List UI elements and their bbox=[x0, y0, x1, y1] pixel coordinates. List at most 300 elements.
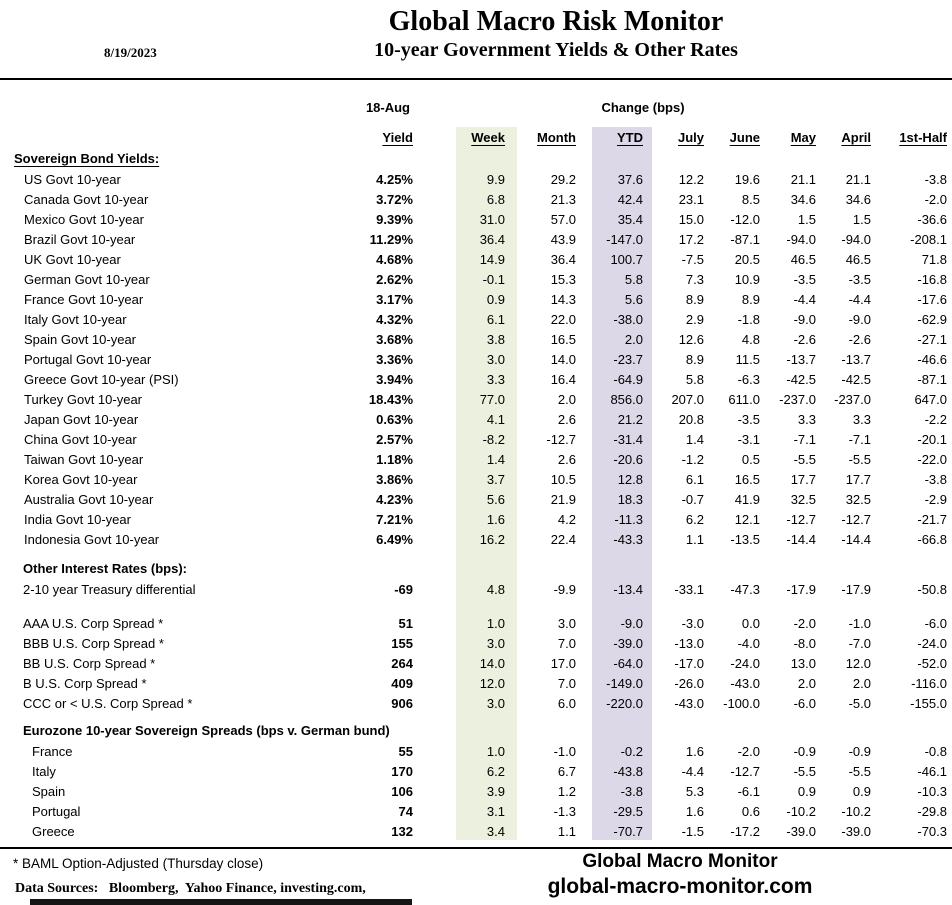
yield-cell: 4.32% bbox=[376, 312, 413, 327]
change-cell: 3.3 bbox=[797, 412, 816, 427]
change-cell: 14.0 bbox=[550, 352, 576, 367]
yield-cell: 170 bbox=[391, 764, 413, 779]
change-cell: 71.8 bbox=[921, 252, 947, 267]
change-cell: -33.1 bbox=[674, 582, 704, 597]
change-cell: 16.2 bbox=[479, 532, 505, 547]
change-cell: -12.0 bbox=[730, 212, 760, 227]
column-header-ytd: YTD bbox=[617, 130, 643, 145]
change-cell: -7.5 bbox=[681, 252, 704, 267]
corner-cell bbox=[0, 128, 345, 148]
change-cell: -29.5 bbox=[613, 804, 643, 819]
change-cell: -9.0 bbox=[620, 616, 643, 631]
change-cell: 12.6 bbox=[678, 332, 704, 347]
change-cell: 6.8 bbox=[486, 192, 505, 207]
change-cell: 4.1 bbox=[486, 412, 505, 427]
change-cell: 7.0 bbox=[557, 636, 576, 651]
change-cell: -9.0 bbox=[848, 312, 871, 327]
change-cell: 37.6 bbox=[617, 172, 643, 187]
change-cell: 3.0 bbox=[486, 696, 505, 711]
change-cell: 3.3 bbox=[486, 372, 505, 387]
table-row bbox=[0, 654, 949, 674]
column-header-july: July bbox=[677, 130, 704, 145]
change-cell: 3.0 bbox=[486, 636, 505, 651]
yield-cell: 3.72% bbox=[376, 192, 413, 207]
table-row bbox=[0, 634, 949, 654]
change-cell: 16.4 bbox=[550, 372, 576, 387]
change-cell: -12.7 bbox=[841, 512, 871, 527]
change-cell: -8.2 bbox=[482, 432, 505, 447]
change-cell: 1.0 bbox=[486, 616, 505, 631]
change-cell: 29.2 bbox=[550, 172, 576, 187]
yield-cell: 264 bbox=[391, 656, 413, 671]
change-cell: -6.3 bbox=[737, 372, 760, 387]
row-label: B U.S. Corp Spread * bbox=[23, 676, 147, 691]
change-cell: 7.3 bbox=[685, 272, 704, 287]
change-cell: -9.9 bbox=[553, 582, 576, 597]
table-row bbox=[0, 470, 949, 490]
yield-cell: 409 bbox=[391, 676, 413, 691]
yield-cell: 3.36% bbox=[376, 352, 413, 367]
table-row bbox=[0, 450, 949, 470]
change-cell: 5.6 bbox=[486, 492, 505, 507]
report-date: 8/19/2023 bbox=[104, 45, 157, 60]
yield-cell: 2.57% bbox=[376, 432, 413, 447]
spacer-cell bbox=[0, 600, 949, 614]
change-cell: 8.9 bbox=[685, 352, 704, 367]
yield-cell: 0.63% bbox=[376, 412, 413, 427]
table-row bbox=[0, 580, 949, 600]
change-cell: 15.3 bbox=[550, 272, 576, 287]
change-cell: -26.0 bbox=[674, 676, 704, 691]
change-cell: -21.7 bbox=[917, 512, 947, 527]
change-cell: 1.6 bbox=[685, 804, 704, 819]
change-cell: 12.8 bbox=[617, 472, 643, 487]
change-cell: -5.5 bbox=[793, 452, 816, 467]
change-cell: -0.2 bbox=[620, 744, 643, 759]
change-cell: -3.8 bbox=[620, 784, 643, 799]
row-label: CCC or < U.S. Corp Spread * bbox=[23, 696, 193, 711]
change-cell: -237.0 bbox=[779, 392, 816, 407]
change-cell: 647.0 bbox=[914, 392, 947, 407]
yield-cell: 3.94% bbox=[376, 372, 413, 387]
change-cell: 3.4 bbox=[486, 824, 505, 839]
change-cell: -17.0 bbox=[674, 656, 704, 671]
change-cell: -3.5 bbox=[737, 412, 760, 427]
yield-cell: 3.17% bbox=[376, 292, 413, 307]
change-cell: -2.9 bbox=[924, 492, 947, 507]
table-body bbox=[0, 148, 949, 842]
table-row bbox=[0, 350, 949, 370]
row-label: France bbox=[32, 744, 73, 759]
change-cell: -1.0 bbox=[848, 616, 871, 631]
change-cell: 5.3 bbox=[685, 784, 704, 799]
change-cell: -27.1 bbox=[917, 332, 947, 347]
change-cell: -46.1 bbox=[917, 764, 947, 779]
change-cell: 13.0 bbox=[790, 656, 816, 671]
change-cell: 21.1 bbox=[790, 172, 816, 187]
change-cell: 3.9 bbox=[486, 784, 505, 799]
change-cell: 17.7 bbox=[790, 472, 816, 487]
change-cell: 12.0 bbox=[845, 656, 871, 671]
row-label: US Govt 10-year bbox=[24, 172, 121, 187]
change-cell: 15.0 bbox=[678, 212, 704, 227]
change-cell: 4.2 bbox=[557, 512, 576, 527]
change-cell: 2.0 bbox=[624, 332, 643, 347]
change-cell: -22.0 bbox=[917, 452, 947, 467]
row-label: India Govt 10-year bbox=[24, 512, 131, 527]
change-cell: 6.1 bbox=[486, 312, 505, 327]
change-cell: -3.5 bbox=[848, 272, 871, 287]
change-cell: -7.0 bbox=[848, 636, 871, 651]
row-label: Indonesia Govt 10-year bbox=[24, 532, 160, 547]
change-cell: 856.0 bbox=[610, 392, 643, 407]
change-cell: 10.9 bbox=[734, 272, 760, 287]
change-cell: 2.9 bbox=[685, 312, 704, 327]
change-cell: 5.8 bbox=[685, 372, 704, 387]
change-cell: -220.0 bbox=[606, 696, 643, 711]
change-cell: -2.6 bbox=[793, 332, 816, 347]
row-label: Italy Govt 10-year bbox=[24, 312, 127, 327]
change-cell: -47.3 bbox=[730, 582, 760, 597]
change-cell: 16.5 bbox=[550, 332, 576, 347]
yield-cell: 18.43% bbox=[368, 392, 413, 407]
table-row bbox=[0, 330, 949, 350]
yield-cell: 7.21% bbox=[376, 512, 413, 527]
change-cell: 5.8 bbox=[624, 272, 643, 287]
row-label: Korea Govt 10-year bbox=[24, 472, 138, 487]
change-cell: 77.0 bbox=[479, 392, 505, 407]
change-cell: 3.7 bbox=[486, 472, 505, 487]
section-title-row bbox=[0, 720, 949, 742]
change-cell: -38.0 bbox=[613, 312, 643, 327]
change-cell: 17.7 bbox=[845, 472, 871, 487]
change-cell: -29.8 bbox=[917, 804, 947, 819]
change-cell: -0.8 bbox=[924, 744, 947, 759]
change-cell: -12.7 bbox=[546, 432, 576, 447]
change-cell: 14.9 bbox=[479, 252, 505, 267]
change-cell: -62.9 bbox=[917, 312, 947, 327]
change-cell: -14.4 bbox=[786, 532, 816, 547]
table-row bbox=[0, 822, 949, 842]
yield-cell: 4.23% bbox=[376, 492, 413, 507]
change-cell: -87.1 bbox=[917, 372, 947, 387]
change-cell: -116.0 bbox=[911, 676, 947, 691]
row-label: Portugal Govt 10-year bbox=[24, 352, 152, 367]
change-cell: -1.2 bbox=[681, 452, 704, 467]
change-cell: -10.2 bbox=[786, 804, 816, 819]
change-cell: -87.1 bbox=[730, 232, 760, 247]
change-cell: 43.9 bbox=[550, 232, 576, 247]
change-cell: 1.4 bbox=[486, 452, 505, 467]
change-cell: -3.5 bbox=[793, 272, 816, 287]
spacer-cell bbox=[0, 550, 949, 558]
row-label: Australia Govt 10-year bbox=[24, 492, 154, 507]
change-cell: -16.8 bbox=[917, 272, 947, 287]
change-cell: -0.9 bbox=[848, 744, 871, 759]
change-cell: 8.9 bbox=[685, 292, 704, 307]
change-cell: -1.0 bbox=[553, 744, 576, 759]
change-cell: 21.9 bbox=[550, 492, 576, 507]
change-cell: 11.5 bbox=[735, 352, 760, 367]
change-cell: -17.9 bbox=[786, 582, 816, 597]
change-cell: 2.0 bbox=[557, 392, 576, 407]
table-row bbox=[0, 250, 949, 270]
change-cell: -7.1 bbox=[793, 432, 816, 447]
change-cell: -11.3 bbox=[614, 512, 643, 527]
table-row bbox=[0, 430, 949, 450]
table-row bbox=[0, 390, 949, 410]
change-cell: 46.5 bbox=[845, 252, 871, 267]
change-cell: -64.9 bbox=[613, 372, 643, 387]
change-cell: 0.9 bbox=[797, 784, 816, 799]
change-cell: -6.1 bbox=[737, 784, 760, 799]
section-title-row bbox=[0, 148, 949, 170]
change-cell: -10.2 bbox=[841, 804, 871, 819]
change-cell: -13.0 bbox=[674, 636, 704, 651]
change-cell: 1.6 bbox=[685, 744, 704, 759]
change-cell: 1.2 bbox=[557, 784, 576, 799]
change-cell: 6.1 bbox=[685, 472, 704, 487]
change-cell: -70.7 bbox=[613, 824, 643, 839]
change-cell: 34.6 bbox=[790, 192, 816, 207]
row-label: France Govt 10-year bbox=[24, 292, 144, 307]
change-cell: -147.0 bbox=[606, 232, 643, 247]
data-sources: Data Sources: Bloomberg, Yahoo Finance, investing.com, bbox=[15, 881, 366, 896]
row-label: Mexico Govt 10-year bbox=[24, 212, 144, 227]
change-cell: -1.8 bbox=[737, 312, 760, 327]
change-cell: -9.0 bbox=[793, 312, 816, 327]
change-cell: 16.5 bbox=[734, 472, 760, 487]
change-cell: 9.9 bbox=[486, 172, 505, 187]
change-cell: -5.5 bbox=[848, 764, 871, 779]
change-cell: -64.0 bbox=[613, 656, 643, 671]
change-cell: -7.1 bbox=[848, 432, 871, 447]
yield-cell: 11.29% bbox=[369, 232, 413, 247]
change-cell: -46.6 bbox=[917, 352, 947, 367]
change-cell: -6.0 bbox=[924, 616, 947, 631]
change-cell: 7.0 bbox=[557, 676, 576, 691]
table-row bbox=[0, 674, 949, 694]
change-cell: 21.1 bbox=[845, 172, 871, 187]
change-cell: 6.0 bbox=[557, 696, 576, 711]
change-cell: -4.4 bbox=[793, 292, 816, 307]
change-cell: -70.3 bbox=[917, 824, 947, 839]
change-cell: -39.0 bbox=[613, 636, 643, 651]
change-cell: -5.5 bbox=[793, 764, 816, 779]
table-row bbox=[0, 614, 949, 634]
change-cell: -12.7 bbox=[786, 512, 816, 527]
change-cell: -3.8 bbox=[924, 472, 947, 487]
yield-cell: 55 bbox=[398, 744, 413, 759]
change-cell: 3.1 bbox=[486, 804, 505, 819]
change-cell: -2.0 bbox=[737, 744, 760, 759]
section-title: Eurozone 10-year Sovereign Spreads (bps v. German bund) bbox=[23, 723, 390, 738]
change-cell: 8.5 bbox=[741, 192, 760, 207]
column-header-april: April bbox=[841, 130, 871, 145]
change-cell: 6.7 bbox=[557, 764, 576, 779]
change-cell: -17.9 bbox=[841, 582, 871, 597]
change-cell: -4.0 bbox=[737, 636, 760, 651]
row-label: Italy bbox=[32, 764, 56, 779]
change-cell: 4.8 bbox=[741, 332, 760, 347]
yield-cell: 132 bbox=[391, 824, 413, 839]
yield-cell: 2.62% bbox=[376, 272, 413, 287]
change-cell: 36.4 bbox=[550, 252, 576, 267]
yield-cell: 3.68% bbox=[376, 332, 413, 347]
change-cell: -39.0 bbox=[841, 824, 871, 839]
change-cell: 0.6 bbox=[741, 804, 760, 819]
change-cell: 6.2 bbox=[685, 512, 704, 527]
change-cell: 1.6 bbox=[486, 512, 505, 527]
column-header-may: May bbox=[790, 130, 816, 145]
column-header-yield: Yield bbox=[382, 130, 413, 145]
change-cell: -24.0 bbox=[917, 636, 947, 651]
change-cell: 1.4 bbox=[685, 432, 704, 447]
table-row bbox=[0, 290, 949, 310]
change-cell: 41.9 bbox=[734, 492, 760, 507]
change-cell: 0.9 bbox=[852, 784, 871, 799]
change-cell: -3.8 bbox=[924, 172, 947, 187]
row-label: Taiwan Govt 10-year bbox=[24, 452, 144, 467]
change-cell: 0.5 bbox=[741, 452, 760, 467]
change-cell: -208.1 bbox=[910, 232, 947, 247]
change-cell: 21.3 bbox=[550, 192, 576, 207]
table-row bbox=[0, 742, 949, 762]
change-cell: 2.6 bbox=[557, 412, 576, 427]
change-cell: 3.8 bbox=[486, 332, 505, 347]
row-label: Turkey Govt 10-year bbox=[24, 392, 143, 407]
row-label: BB U.S. Corp Spread * bbox=[23, 656, 156, 671]
change-cell: 35.4 bbox=[617, 212, 643, 227]
change-cell: 20.5 bbox=[734, 252, 760, 267]
change-cell: 1.5 bbox=[852, 212, 871, 227]
change-cell: 23.1 bbox=[678, 192, 704, 207]
change-cell: -5.5 bbox=[848, 452, 871, 467]
row-label: Brazil Govt 10-year bbox=[24, 232, 136, 247]
change-cell: 22.4 bbox=[550, 532, 576, 547]
change-bps-label: Change (bps) bbox=[601, 100, 685, 115]
change-cell: -4.4 bbox=[848, 292, 871, 307]
change-cell: -52.0 bbox=[917, 656, 947, 671]
change-cell: 611.0 bbox=[728, 392, 760, 407]
row-label: Japan Govt 10-year bbox=[24, 412, 139, 427]
column-header-1st-half: 1st-Half bbox=[899, 130, 947, 145]
change-cell: -1.3 bbox=[553, 804, 576, 819]
change-cell: -4.4 bbox=[681, 764, 704, 779]
change-cell: 3.3 bbox=[852, 412, 871, 427]
table-row bbox=[0, 410, 949, 430]
change-cell: -94.0 bbox=[786, 232, 816, 247]
change-cell: 1.5 bbox=[797, 212, 816, 227]
change-cell: -155.0 bbox=[910, 696, 947, 711]
change-cell: -17.6 bbox=[917, 292, 947, 307]
table-row bbox=[0, 170, 949, 190]
row-label: AAA U.S. Corp Spread * bbox=[23, 616, 164, 631]
brand-url: global-macro-monitor.com bbox=[547, 875, 813, 898]
change-cell: 19.6 bbox=[734, 172, 760, 187]
change-cell: 12.2 bbox=[678, 172, 704, 187]
change-cell: -0.7 bbox=[681, 492, 704, 507]
change-cell: -20.1 bbox=[917, 432, 947, 447]
row-label: China Govt 10-year bbox=[24, 432, 137, 447]
change-cell: -39.0 bbox=[786, 824, 816, 839]
change-cell: -2.6 bbox=[848, 332, 871, 347]
change-cell: 0.0 bbox=[741, 616, 760, 631]
change-cell: -31.4 bbox=[613, 432, 643, 447]
change-cell: 207.0 bbox=[671, 392, 704, 407]
change-cell: 3.0 bbox=[557, 616, 576, 631]
footnote: * BAML Option-Adjusted (Thursday close) bbox=[13, 856, 264, 871]
change-cell: 1.1 bbox=[685, 532, 704, 547]
table-row bbox=[0, 270, 949, 290]
change-cell: -43.0 bbox=[730, 676, 760, 691]
change-cell: -237.0 bbox=[834, 392, 871, 407]
yield-cell: 155 bbox=[391, 636, 413, 651]
change-cell: 31.0 bbox=[479, 212, 505, 227]
yield-cell: 3.86% bbox=[376, 472, 413, 487]
yield-cell: 4.68% bbox=[376, 252, 413, 267]
change-cell: -2.0 bbox=[924, 192, 947, 207]
change-cell: -10.3 bbox=[917, 784, 947, 799]
change-cell: -3.1 bbox=[737, 432, 760, 447]
change-cell: 3.0 bbox=[486, 352, 505, 367]
change-cell: 14.3 bbox=[550, 292, 576, 307]
row-label: Canada Govt 10-year bbox=[24, 192, 149, 207]
change-cell: -5.0 bbox=[848, 696, 871, 711]
change-cell: 2.6 bbox=[557, 452, 576, 467]
change-cell: -66.8 bbox=[917, 532, 947, 547]
table-row bbox=[0, 210, 949, 230]
brand-name: Global Macro Monitor bbox=[582, 851, 778, 872]
change-cell: -0.1 bbox=[482, 272, 505, 287]
row-label: BBB U.S. Corp Spread * bbox=[23, 636, 164, 651]
change-cell: 36.4 bbox=[479, 232, 505, 247]
table-row bbox=[0, 310, 949, 330]
top-divider bbox=[0, 78, 952, 80]
change-cell: -2.2 bbox=[924, 412, 947, 427]
change-cell: 18.3 bbox=[617, 492, 643, 507]
table-row bbox=[0, 782, 949, 802]
change-cell: 1.0 bbox=[486, 744, 505, 759]
change-cell: -149.0 bbox=[606, 676, 643, 691]
column-header-month: Month bbox=[537, 130, 576, 145]
change-cell: 5.6 bbox=[624, 292, 643, 307]
section-title: Sovereign Bond Yields: bbox=[14, 151, 160, 166]
column-header-week: Week bbox=[471, 130, 505, 145]
change-cell: -43.8 bbox=[613, 764, 643, 779]
change-cell: 100.7 bbox=[610, 252, 643, 267]
change-cell: -6.0 bbox=[793, 696, 816, 711]
column-header-june: June bbox=[729, 130, 760, 145]
spacer-row bbox=[0, 600, 949, 614]
spacer-row bbox=[0, 550, 949, 558]
table-row bbox=[0, 802, 949, 822]
row-label: UK Govt 10-year bbox=[24, 252, 121, 267]
change-cell: 0.9 bbox=[486, 292, 505, 307]
yield-cell: 74 bbox=[398, 804, 413, 819]
change-cell: 17.0 bbox=[550, 656, 576, 671]
table-row bbox=[0, 762, 949, 782]
change-cell: 2.0 bbox=[852, 676, 871, 691]
change-cell: -36.6 bbox=[917, 212, 947, 227]
change-cell: 6.2 bbox=[486, 764, 505, 779]
change-cell: 32.5 bbox=[845, 492, 871, 507]
asof-date-label: 18-Aug bbox=[365, 100, 410, 115]
change-cell: -20.6 bbox=[613, 452, 643, 467]
change-cell: -3.0 bbox=[681, 616, 704, 631]
yield-cell: 6.49% bbox=[376, 532, 413, 547]
yield-cell: 9.39% bbox=[376, 212, 413, 227]
